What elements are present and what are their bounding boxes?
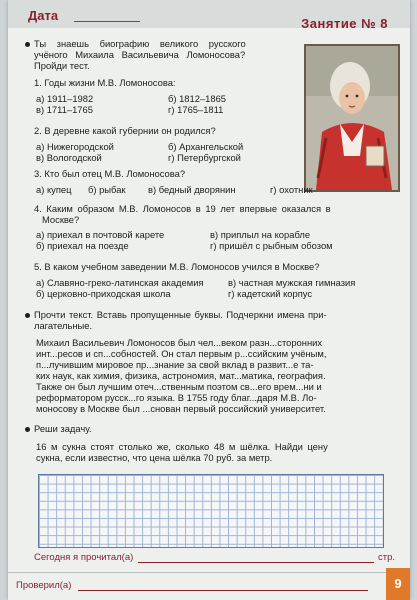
question-5: 5. В каком учебном заведении М.В. Ломоносов учился в Москве? <box>34 261 320 272</box>
read-pages-fill-line[interactable] <box>138 562 374 563</box>
page-number: 9 <box>386 568 410 600</box>
intro-line-1: Ты знаешь биографию великого русского <box>34 38 246 49</box>
intro-line-2: учёного Михаила Васильевича Ломоносова? <box>34 49 246 60</box>
q3-option-a[interactable]: а) купец <box>36 184 72 195</box>
workbook-page <box>8 0 410 600</box>
question-1: 1. Годы жизни М.В. Ломоносова: <box>34 77 176 88</box>
bullet-icon <box>25 42 30 47</box>
q3-option-b[interactable]: б) рыбак <box>88 184 126 195</box>
q4-option-d[interactable]: г) пришёл с рыбным обозом <box>210 240 333 251</box>
task3-instruction: Реши задачу. <box>34 423 92 434</box>
question-4-line-2: Москве? <box>42 214 80 225</box>
lesson-title: Занятие № 8 <box>301 16 388 31</box>
q3-option-c[interactable]: в) бедный дворянин <box>148 184 236 195</box>
q2-option-b[interactable]: б) Архангельской <box>168 141 244 152</box>
question-2: 2. В деревне какой губернии он родился? <box>34 125 216 136</box>
q2-option-a[interactable]: а) Нижегородской <box>36 141 114 152</box>
pages-abbr-label: стр. <box>378 552 396 563</box>
checked-label: Проверил(а) <box>16 580 72 591</box>
read-today-label: Сегодня я прочитал(а) <box>34 552 134 563</box>
q4-option-b[interactable]: в) приплыл на корабле <box>210 229 311 240</box>
q4-option-c[interactable]: б) приехал на поезде <box>36 240 129 251</box>
task2-instruction-line-1: Прочти текст. Вставь пропущенные буквы. Подчеркни имена при- <box>34 309 327 320</box>
question-3: 3. Кто был отец М.В. Ломоносова? <box>34 168 186 179</box>
q1-option-a[interactable]: а) 1911–1982 <box>36 93 94 104</box>
task3-problem-line-2: сукна, если известно, что цена шёлка 70 руб. за метр. <box>36 452 273 463</box>
date-fill-line[interactable] <box>74 21 140 22</box>
passage-line: инт...ресов и сп...собностей. Он стал первым р...ссийским учёным, <box>36 348 327 359</box>
q5-option-b[interactable]: в) частная мужская гимназия <box>228 277 356 288</box>
passage-line: Также он был лучшим отеч...ственным поэтом св...его врем...ни и <box>36 381 322 392</box>
q4-option-a[interactable]: а) приехал в почтовой карете <box>36 229 165 240</box>
passage-line: моносову в Москве был ...снован первый российский университет. <box>36 403 326 414</box>
q3-option-d[interactable]: г) охотник <box>270 184 313 195</box>
passage-line: реформатором русск...го языка. В 1755 году благ...даря М.В. Ло- <box>36 392 317 403</box>
q5-option-c[interactable]: б) церковно-приходская школа <box>36 288 171 299</box>
lomonosov-portrait <box>304 44 400 192</box>
q1-option-c[interactable]: в) 1711–1765 <box>36 104 93 115</box>
q1-option-d[interactable]: г) 1765–1811 <box>168 104 224 115</box>
checked-fill-line[interactable] <box>78 590 368 591</box>
passage-line: ких наук, как химия, физика, астрономия, мат...матика, география. <box>36 370 326 381</box>
q2-option-d[interactable]: г) Петербургской <box>168 152 241 163</box>
task3-problem-line-1: 16 м сукна стоят столько же, сколько 48 м шёлка. Найди цену <box>36 441 328 452</box>
passage-line: Михаил Васильевич Ломоносов был чел...веком разн...сторонних <box>36 337 323 348</box>
q5-option-a[interactable]: а) Славяно-греко-латинская академия <box>36 277 204 288</box>
portrait-illustration <box>306 46 398 190</box>
passage-line: п...лучившим мировое пр...знание за свой вклад в развит...е та- <box>36 359 314 370</box>
task2-instruction-line-2: лагательные. <box>34 320 93 331</box>
bullet-icon <box>25 427 30 432</box>
answer-grid[interactable] <box>38 474 384 548</box>
date-label: Дата <box>28 8 59 23</box>
bullet-icon <box>25 313 30 318</box>
question-4-line-1: 4. Каким образом М.В. Ломоносов в 19 лет впервые оказался в <box>34 203 331 214</box>
footer-divider <box>8 572 410 573</box>
q2-option-c[interactable]: в) Вологодской <box>36 152 102 163</box>
intro-line-3: Пройди тест. <box>34 60 90 71</box>
q1-option-b[interactable]: б) 1812–1865 <box>168 93 227 104</box>
q5-option-d[interactable]: г) кадетский корпус <box>228 288 313 299</box>
